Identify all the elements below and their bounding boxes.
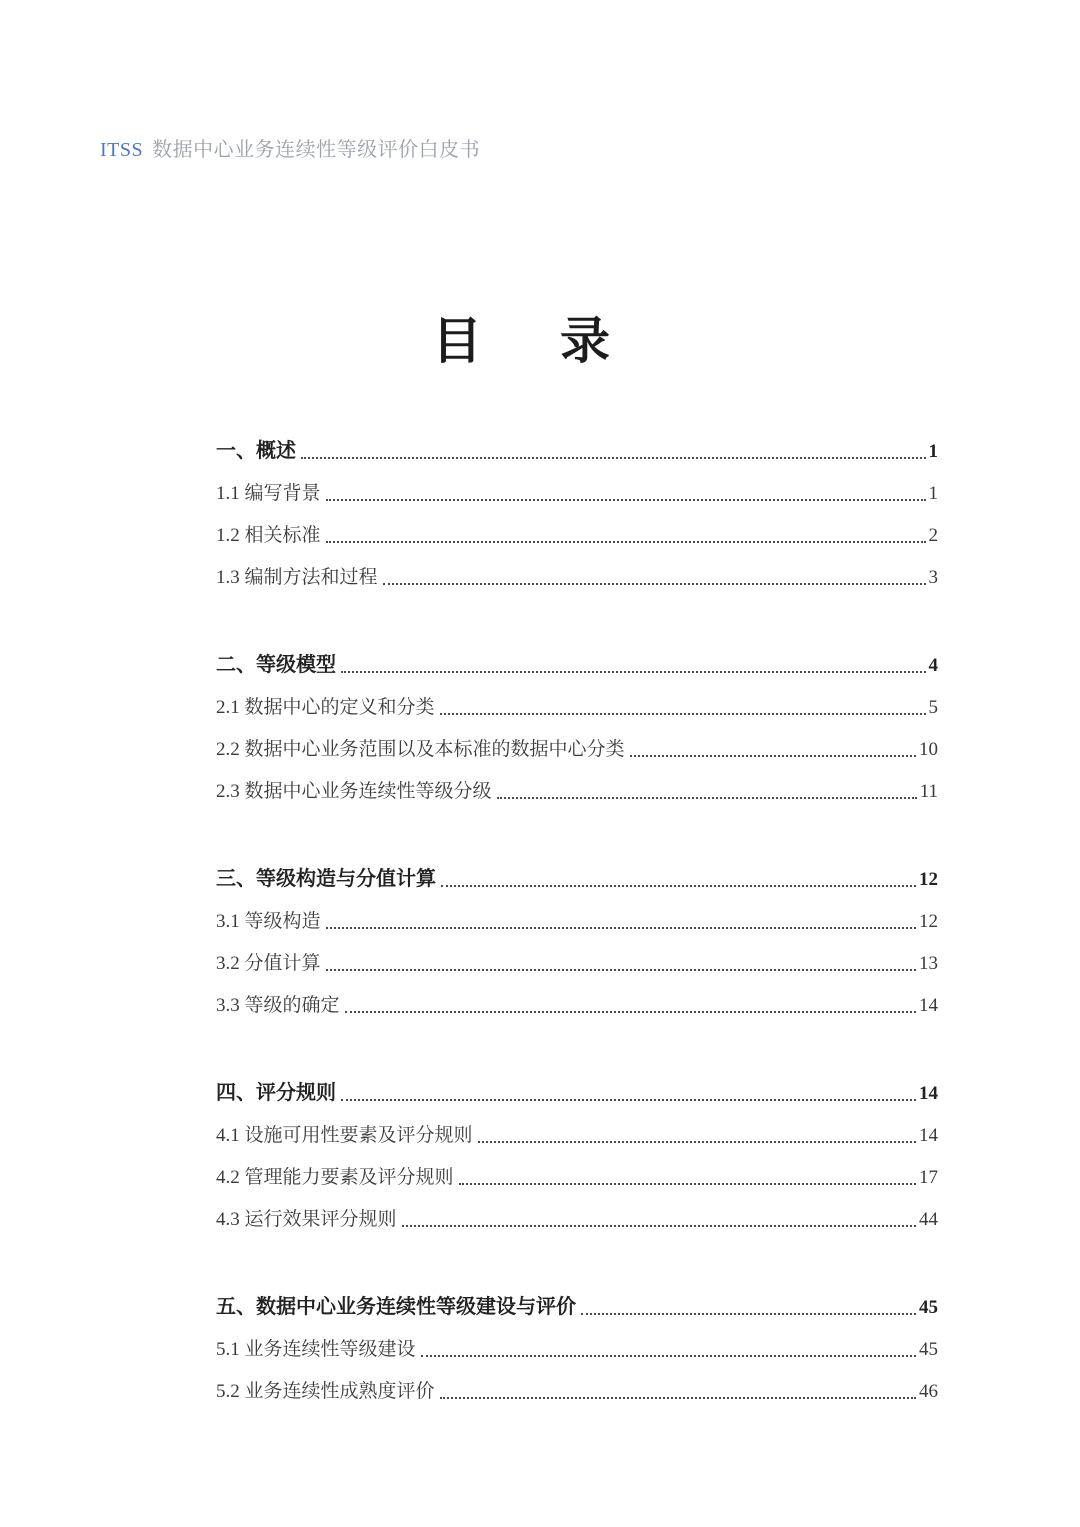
toc-entry-label: 3.2 分值计算	[216, 953, 321, 975]
toc-entry-label: 4.1 设施可用性要素及评分规则	[216, 1125, 473, 1147]
toc-heading-row	[216, 634, 938, 676]
dot-leader	[630, 755, 916, 757]
toc-list	[216, 420, 938, 1402]
toc-entry-label: 3.1 等级构造	[216, 911, 321, 933]
toc-item-row	[216, 974, 938, 1016]
toc-page-number: 14	[919, 1083, 938, 1105]
dot-leader	[301, 457, 926, 459]
dot-leader	[459, 1183, 916, 1185]
toc-entry-label: 四、评分规则	[216, 1082, 336, 1104]
toc-page-number: 46	[919, 1381, 938, 1403]
toc-item-row	[216, 1318, 938, 1360]
toc-title: 目 录	[432, 313, 624, 369]
dot-leader	[440, 1397, 916, 1399]
toc-section	[216, 420, 938, 588]
toc-entry-label: 三、等级构造与分值计算	[216, 868, 436, 890]
toc-heading-row	[216, 1062, 938, 1104]
toc-page-number: 3	[928, 567, 938, 589]
toc-entry-label: 一、概述	[216, 440, 296, 462]
toc-page-number: 45	[919, 1297, 938, 1319]
toc-item-row	[216, 718, 938, 760]
toc-item-row	[216, 1104, 938, 1146]
dot-leader	[326, 927, 916, 929]
toc-entry-label: 2.1 数据中心的定义和分类	[216, 697, 435, 719]
toc-entry-label: 5.2 业务连续性成熟度评价	[216, 1381, 435, 1403]
toc-item-row	[216, 1188, 938, 1230]
toc-page-number: 12	[919, 869, 938, 891]
dot-leader	[341, 671, 926, 673]
toc-page-number: 1	[928, 441, 938, 463]
toc-entry-label: 五、数据中心业务连续性等级建设与评价	[216, 1296, 576, 1318]
toc-entry-label: 2.3 数据中心业务连续性等级分级	[216, 781, 492, 803]
dot-leader	[326, 499, 926, 501]
toc-entry-label: 1.2 相关标准	[216, 525, 321, 547]
toc-entry-label: 3.3 等级的确定	[216, 995, 340, 1017]
dot-leader	[421, 1355, 916, 1357]
dot-leader	[341, 1099, 916, 1101]
toc-page-number: 2	[928, 525, 938, 547]
toc-page-number: 44	[919, 1209, 938, 1231]
itss-logo: ITSS	[100, 139, 144, 161]
toc-entry-label: 5.1 业务连续性等级建设	[216, 1339, 416, 1361]
dot-leader	[497, 797, 917, 799]
toc-item-row	[216, 546, 938, 588]
toc-entry-label: 二、等级模型	[216, 654, 336, 676]
dot-leader	[383, 583, 926, 585]
dot-leader	[581, 1313, 916, 1315]
document-header-title: 数据中心业务连续性等级评价白皮书	[152, 139, 481, 161]
toc-page-number: 45	[919, 1339, 938, 1361]
toc-entry-label: 1.3 编制方法和过程	[216, 567, 378, 589]
toc-page-number: 14	[919, 1125, 938, 1147]
toc-page-number: 13	[919, 953, 938, 975]
toc-page-number: 17	[919, 1167, 938, 1189]
toc-entry-label: 4.3 运行效果评分规则	[216, 1209, 397, 1231]
toc-section	[216, 1062, 938, 1230]
toc-page-number: 1	[928, 483, 938, 505]
toc-section	[216, 848, 938, 1016]
toc-item-row	[216, 932, 938, 974]
toc-heading-row	[216, 1276, 938, 1318]
toc-item-row	[216, 890, 938, 932]
toc-page-number: 5	[928, 697, 938, 719]
toc-entry-label: 1.1 编写背景	[216, 483, 321, 505]
toc-page-number: 12	[919, 911, 938, 933]
toc-heading-row	[216, 848, 938, 890]
toc-entry-label: 2.2 数据中心业务范围以及本标准的数据中心分类	[216, 739, 625, 761]
dot-leader	[440, 713, 926, 715]
toc-item-row	[216, 462, 938, 504]
dot-leader	[402, 1225, 916, 1227]
toc-item-row	[216, 1360, 938, 1402]
toc-item-row	[216, 676, 938, 718]
toc-page-number: 4	[928, 655, 938, 677]
dot-leader	[326, 969, 916, 971]
toc-entry-label: 4.2 管理能力要素及评分规则	[216, 1167, 454, 1189]
toc-item-row	[216, 760, 938, 802]
document-header	[100, 133, 480, 162]
toc-item-row	[216, 1146, 938, 1188]
toc-page-number: 14	[919, 995, 938, 1017]
dot-leader	[441, 885, 916, 887]
dot-leader	[478, 1141, 916, 1143]
dot-leader	[326, 541, 926, 543]
toc-section	[216, 634, 938, 802]
toc-item-row	[216, 504, 938, 546]
toc-page-number: 11	[919, 781, 938, 803]
toc-page-number: 10	[919, 739, 938, 761]
toc-section	[216, 1276, 938, 1402]
toc-heading-row	[216, 420, 938, 462]
dot-leader	[345, 1011, 916, 1013]
